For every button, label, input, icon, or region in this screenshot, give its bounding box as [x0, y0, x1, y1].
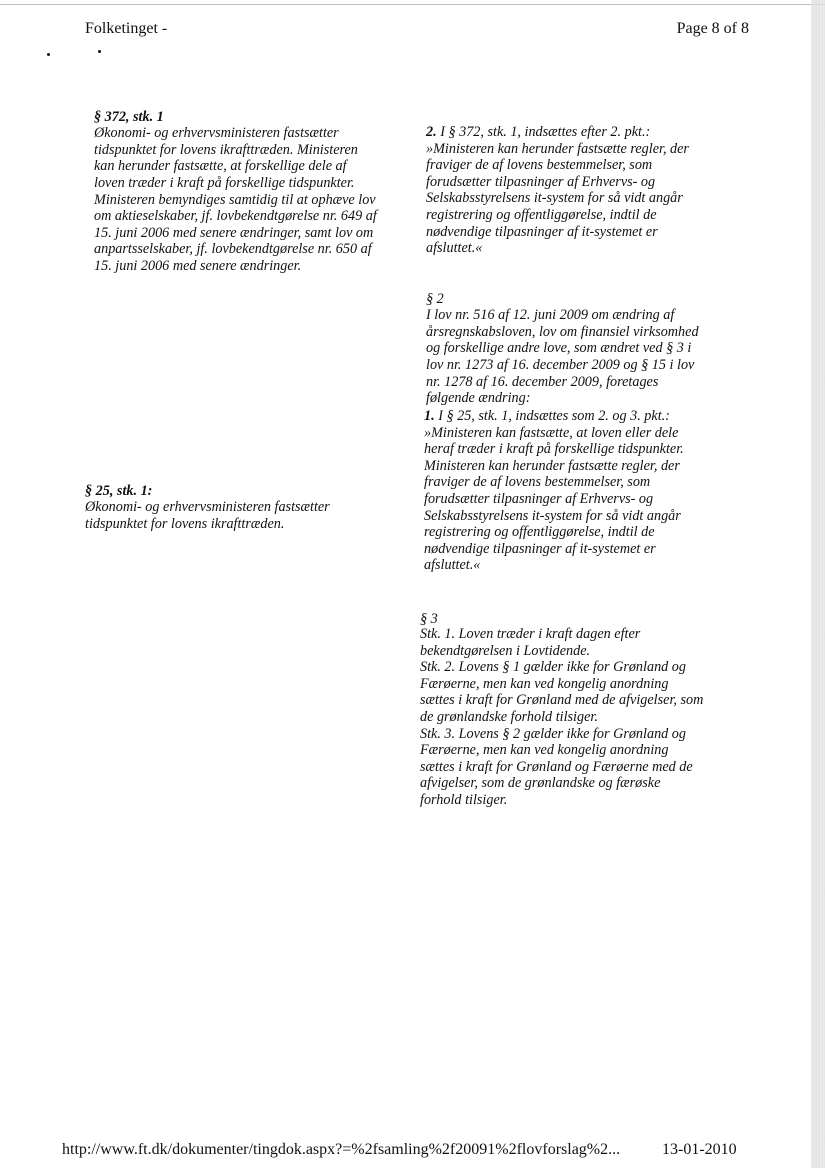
header-page-number: Page 8 of 8	[676, 20, 749, 37]
page-top-edge	[0, 4, 825, 5]
section-3-body	[420, 626, 750, 809]
current-law-372	[94, 92, 404, 275]
section-heading: § 372, stk. 1	[94, 108, 164, 125]
header-source: Folketinget -	[85, 20, 168, 37]
item-text: I § 372, stk. 1, indsættes efter 2. pkt.: »Ministeren kan herunder fastsætte regler, der fraviger de af lovens bestemmelser, som forudsætter tilpasninger af Erhvervs- og Selskabsstyrelsens it-system for så vidt angår registrering og offentliggørelse, indtil de nødvendige tilpasninger af it-systemet er afsluttet.«	[426, 124, 689, 257]
section-heading: § 2	[426, 290, 444, 307]
footer-url: http://www.ft.dk/dokumenter/tingdok.aspx?=%2fsamling%2f20091%2flovforslag%2...	[62, 1141, 621, 1158]
amendment-2	[426, 124, 746, 257]
section-2	[426, 274, 746, 407]
section-heading: § 25, stk. 1:	[85, 482, 153, 499]
bullet-mark	[98, 50, 101, 53]
footer-date: 13-01-2010	[662, 1141, 737, 1158]
item-number: 2.	[426, 124, 437, 140]
item-text: I § 25, stk. 1, indsættes som 2. og 3. pkt.: »Ministeren kan fastsætte, at loven eller dele heraf træder i kraft på forskellige tidspunkter. Ministeren kan herunder fastsætte regler, der fraviger de af lovens bestemmelser, som forudsætter tilpasninger af Erhvervs- og Selskabsstyrelsens it-system for så vidt angår registrering og offentliggørelse, indtil de nødvendige tilpasninger af it-systemet er afsluttet.«	[424, 408, 684, 574]
scan-speck	[47, 53, 50, 56]
item-number: 1.	[424, 408, 435, 424]
amendment-1	[424, 408, 744, 574]
section-text: Økonomi- og erhvervsministeren fastsætter tidspunktet for lovens ikrafttræden.	[85, 499, 330, 532]
section-text: I lov nr. 516 af 12. juni 2009 om ændring af årsregnskabsloven, lov om finansiel virksomhed og forskellige andre love, som ændret ved § 3 i lov nr. 1273 af 16. december 2009 og § 15 i lov nr. 1278 af 16. december 2009, foretages følgende ændring:	[426, 307, 699, 407]
current-law-25	[85, 466, 395, 532]
section-heading: § 3	[420, 610, 438, 627]
section-text: Stk. 1. Loven træder i kraft dagen efter bekendtgørelsen i Lovtidende. Stk. 2. Lovens § 1 gælder ikke for Grønland og Færøerne, men kan ved kongelig anordning sættes i kraft for Grønland med de afvigelser, som de grønlandske forhold tilsiger. Stk. 3. Lovens § 2 gælder ikke for Grønland og Færøerne, men kan ved kongelig anordning sættes i kraft for Grønland og Færøerne med de afvigelser, som de grønlandske og færøske forhold tilsiger.	[420, 626, 704, 808]
scan-edge-strip	[811, 0, 825, 1168]
section-text: Økonomi- og erhvervsministeren fastsætter tidspunktet for lovens ikrafttræden. Ministeren kan herunder fastsætte, at forskellige dele af loven træder i kraft på forskellige tidspunkter. Ministeren bemyndiges samtidig til at ophæve lov om aktieselskaber, jf. lovbekendtgørelse nr. 649 af 15. juni 2006 med senere ændringer, samt lov om anpartsselskaber, jf. lovbekendtgørelse nr. 650 af 15. juni 2006 med senere ændringer.	[94, 125, 377, 274]
